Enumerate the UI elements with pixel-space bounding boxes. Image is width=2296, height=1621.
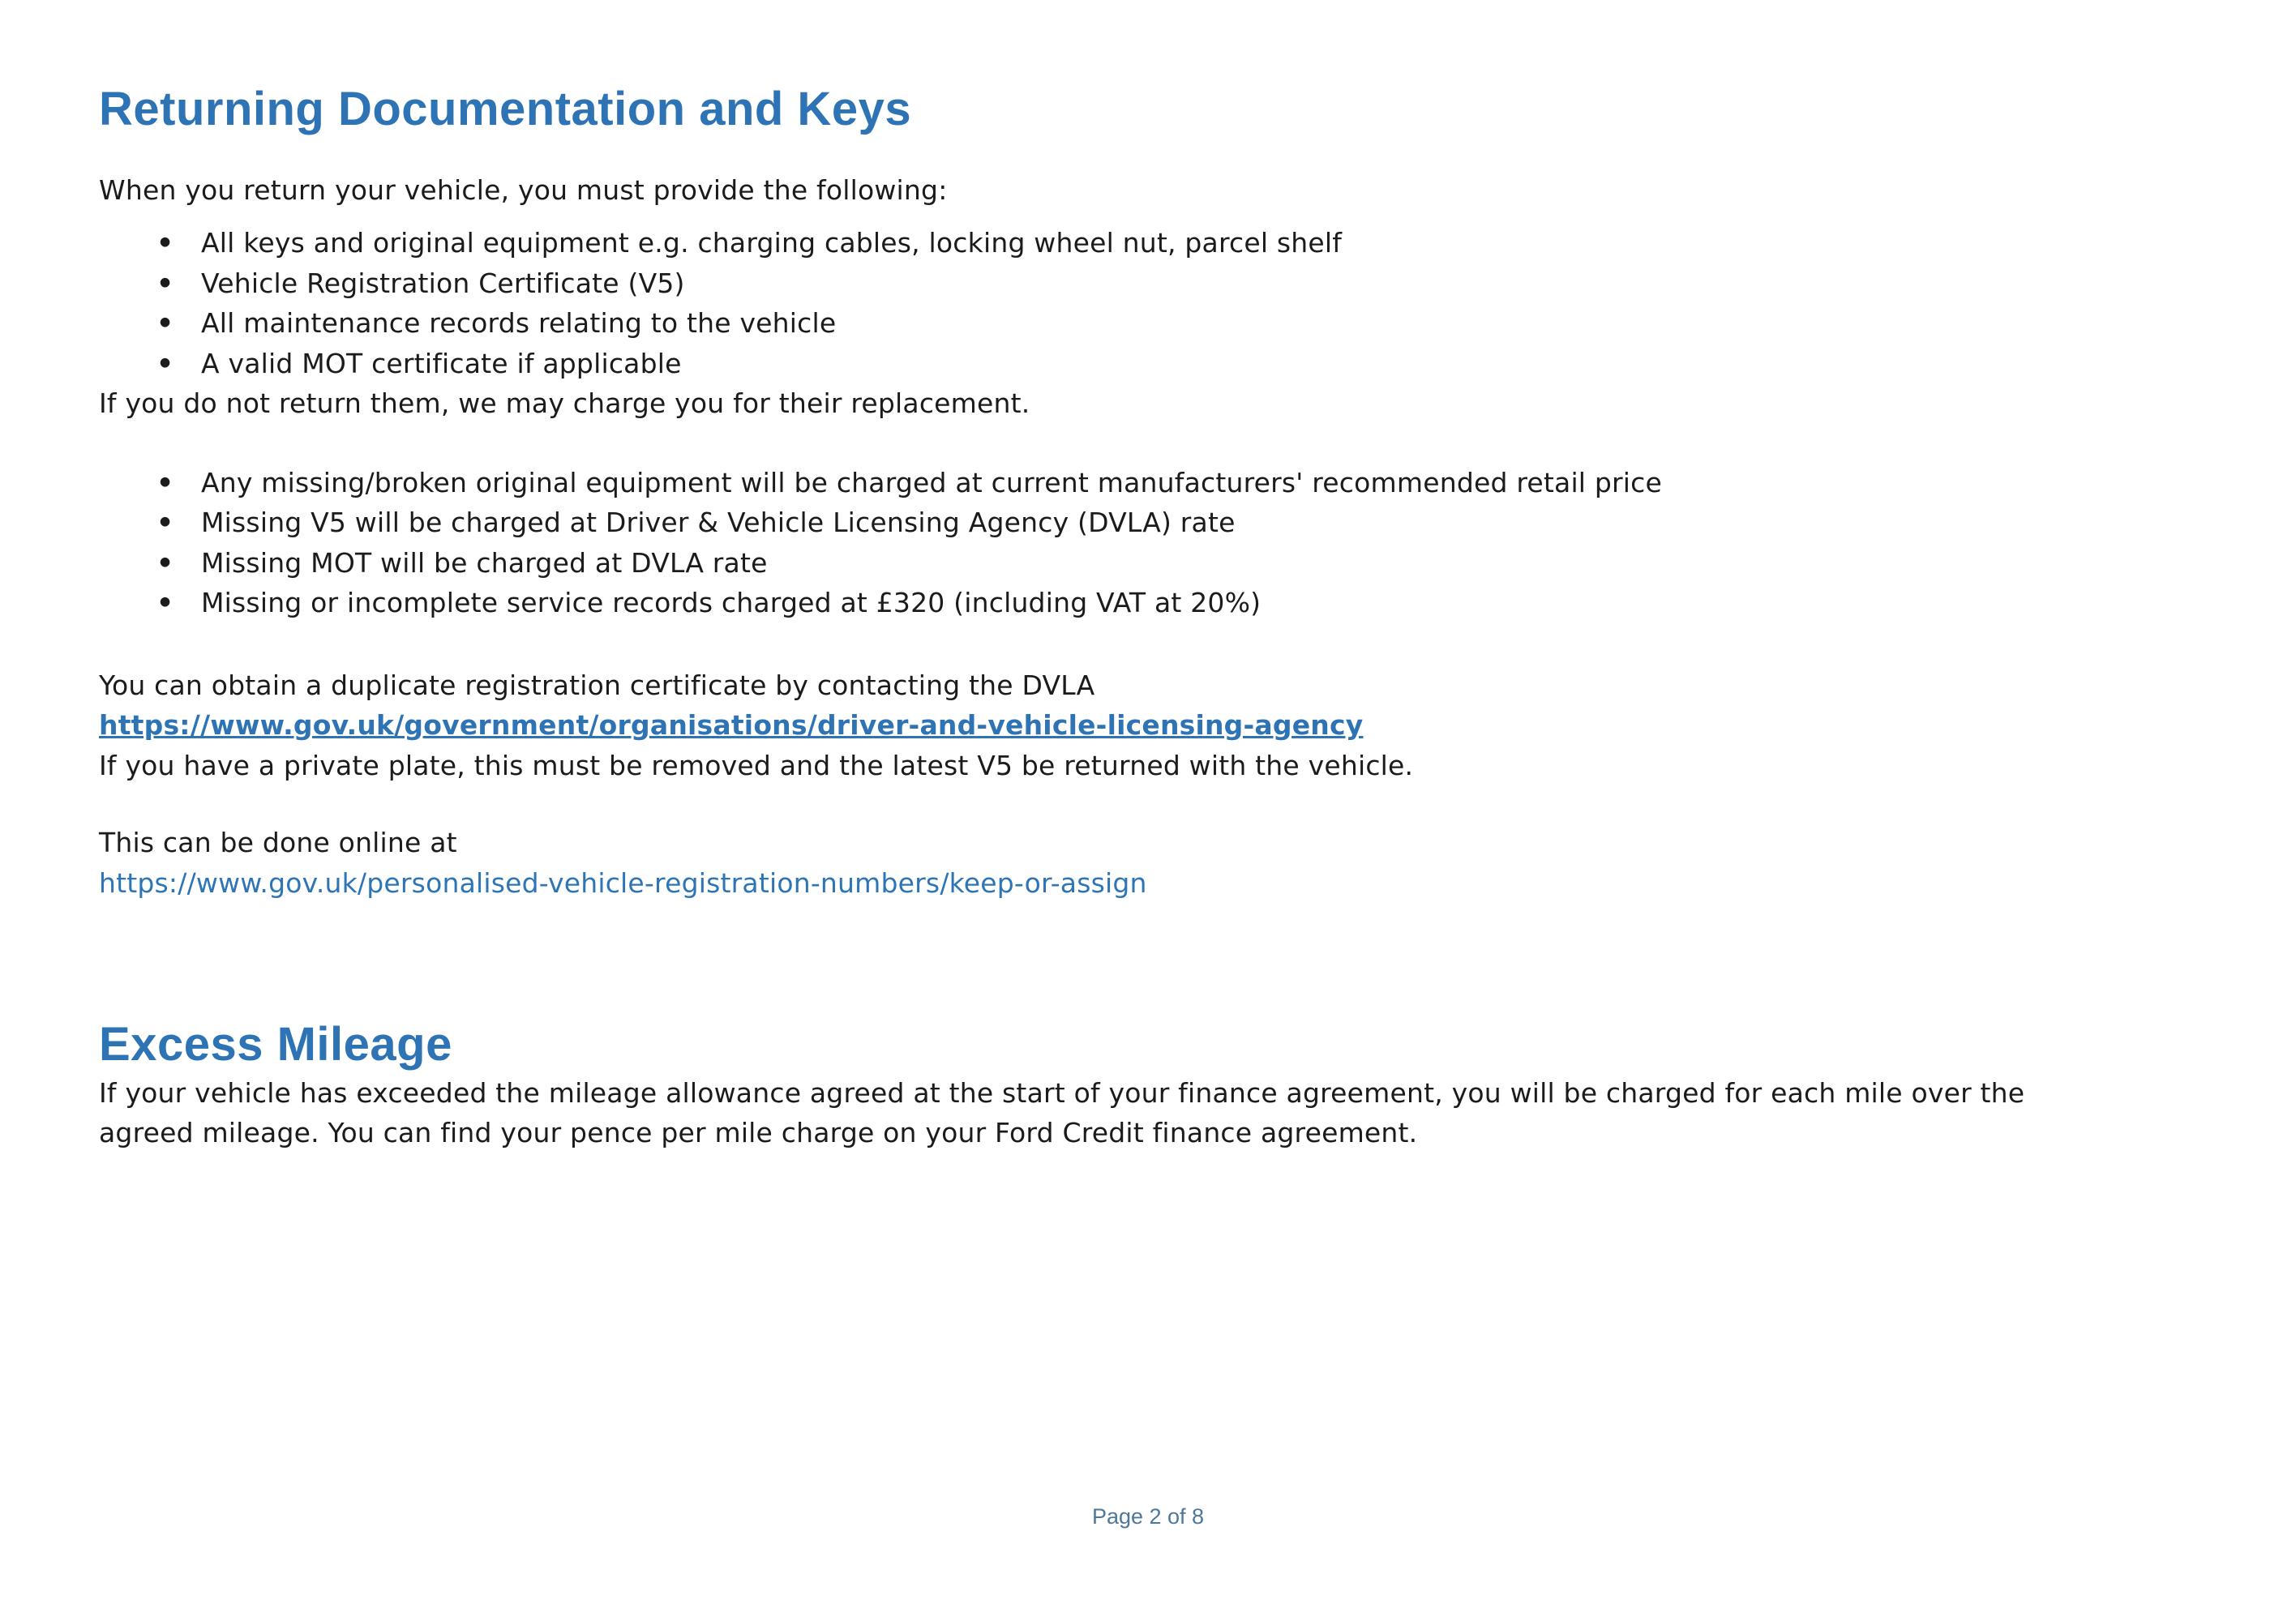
private-plate-paragraph: If you have a private plate, this must be removed and the latest V5 be returned with the vehicle. (99, 749, 1414, 781)
list-item: • Any missing/broken original equipment will be charged at current manufacturers' recommended retail price (156, 463, 2134, 503)
charge-items-list (99, 463, 2134, 623)
section-title-returning-documentation: Returning Documentation and Keys (99, 83, 912, 135)
section-title-excess-mileage: Excess Mileage (99, 1018, 452, 1071)
dvla-link[interactable]: https://www.gov.uk/government/organisations/driver-and-vehicle-licensing-agency (99, 709, 1364, 742)
duplicate-certificate-paragraph: You can obtain a duplicate registration certificate by contacting the DVLA (99, 669, 1095, 701)
duplicate-certificate-block (99, 665, 2134, 746)
list-item: • Missing MOT will be charged at DVLA rate (156, 543, 2134, 584)
list-item: • Vehicle Registration Certificate (V5) (156, 263, 2134, 304)
list-item: • All maintenance records relating to the vehicle (156, 303, 2134, 344)
excess-mileage-paragraph: If your vehicle has exceeded the mileage allowance agreed at the start of your finance agreement, you will be charged for each mile over the agreed mileage. You can find your pence per mile charge on your Ford Credit finance agreement. (99, 1076, 2025, 1149)
list-item: • Missing V5 will be charged at Driver & Vehicle Licensing Agency (DVLA) rate (156, 503, 2134, 543)
list-item: • All keys and original equipment e.g. charging cables, locking wheel nut, parcel shelf (156, 223, 2134, 263)
list-item: • A valid MOT certificate if applicable (156, 344, 2134, 384)
list-item: • Missing or incomplete service records charged at £320 (including VAT at 20%) (156, 583, 2134, 623)
keep-or-assign-link[interactable]: https://www.gov.uk/personalised-vehicle-registration-numbers/keep-or-assign (99, 866, 1147, 899)
provide-items-list (99, 223, 2134, 383)
online-block (99, 823, 2134, 903)
online-paragraph: This can be done online at (99, 827, 457, 859)
charge-intro-paragraph: If you do not return them, we may charge you for their replacement. (99, 387, 1030, 420)
page-number: Page 2 of 8 (1091, 1504, 1205, 1529)
returning-intro-paragraph: When you return your vehicle, you must provide the following: (99, 173, 948, 206)
